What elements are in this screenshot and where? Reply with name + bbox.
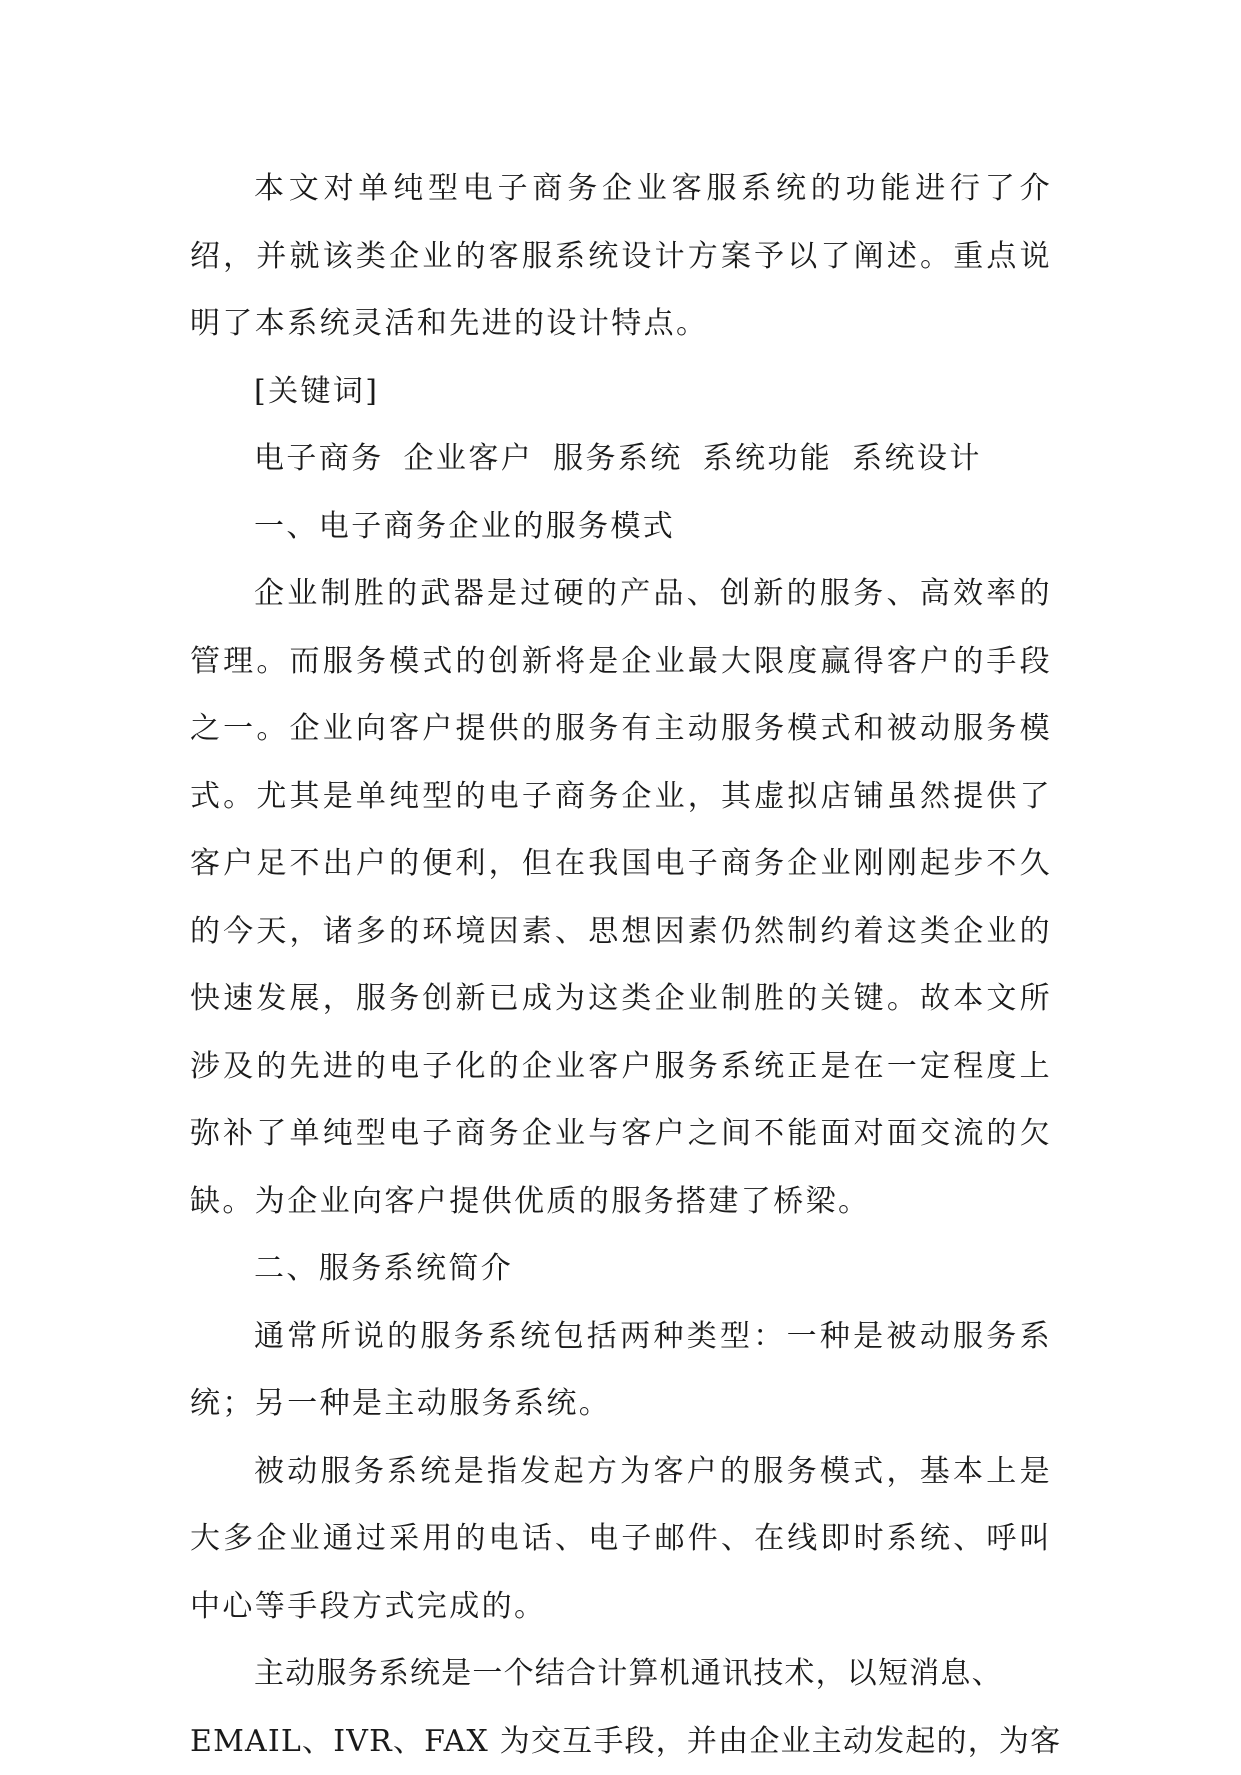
abstract-paragraph: 本文对单纯型电子商务企业客服系统的功能进行了介绍，并就该类企业的客服系统设计方案予以了阐述。重点说明了本系统灵活和先进的设计特点。 <box>190 155 1052 358</box>
keywords-heading: [关键词] <box>190 358 1052 426</box>
body-paragraph-continuation: EMAIL、IVR、FAX 为交互手段，并由企业主动发起的，为客 <box>190 1708 1052 1775</box>
document-body <box>190 155 1052 1775</box>
section-heading-1: 一、电子商务企业的服务模式 <box>190 493 1052 561</box>
body-paragraph: 通常所说的服务系统包括两种类型：一种是被动服务系统；另一种是主动服务系统。 <box>190 1303 1052 1438</box>
section-heading-2: 二、服务系统简介 <box>190 1235 1052 1303</box>
body-paragraph: 企业制胜的武器是过硬的产品、创新的服务、高效率的管理。而服务模式的创新将是企业最大限度赢得客户的手段之一。企业向客户提供的服务有主动服务模式和被动服务模式。尤其是单纯型的电子商务企业，其虚拟店铺虽然提供了客户足不出户的便利，但在我国电子商务企业刚刚起步不久的今天，诸多的环境因素、思想因素仍然制约着这类企业的快速发展，服务创新已成为这类企业制胜的关键。故本文所涉及的先进的电子化的企业客户服务系统正是在一定程度上弥补了单纯型电子商务企业与客户之间不能面对面交流的欠缺。为企业向客户提供优质的服务搭建了桥梁。 <box>190 560 1052 1235</box>
body-paragraph: 主动服务系统是一个结合计算机通讯技术，以短消息、 <box>190 1640 1052 1708</box>
body-paragraph: 被动服务系统是指发起方为客户的服务模式，基本上是大多企业通过采用的电话、电子邮件、在线即时系统、呼叫中心等手段方式完成的。 <box>190 1438 1052 1641</box>
keywords-list: 电子商务 企业客户 服务系统 系统功能 系统设计 <box>190 425 1052 493</box>
